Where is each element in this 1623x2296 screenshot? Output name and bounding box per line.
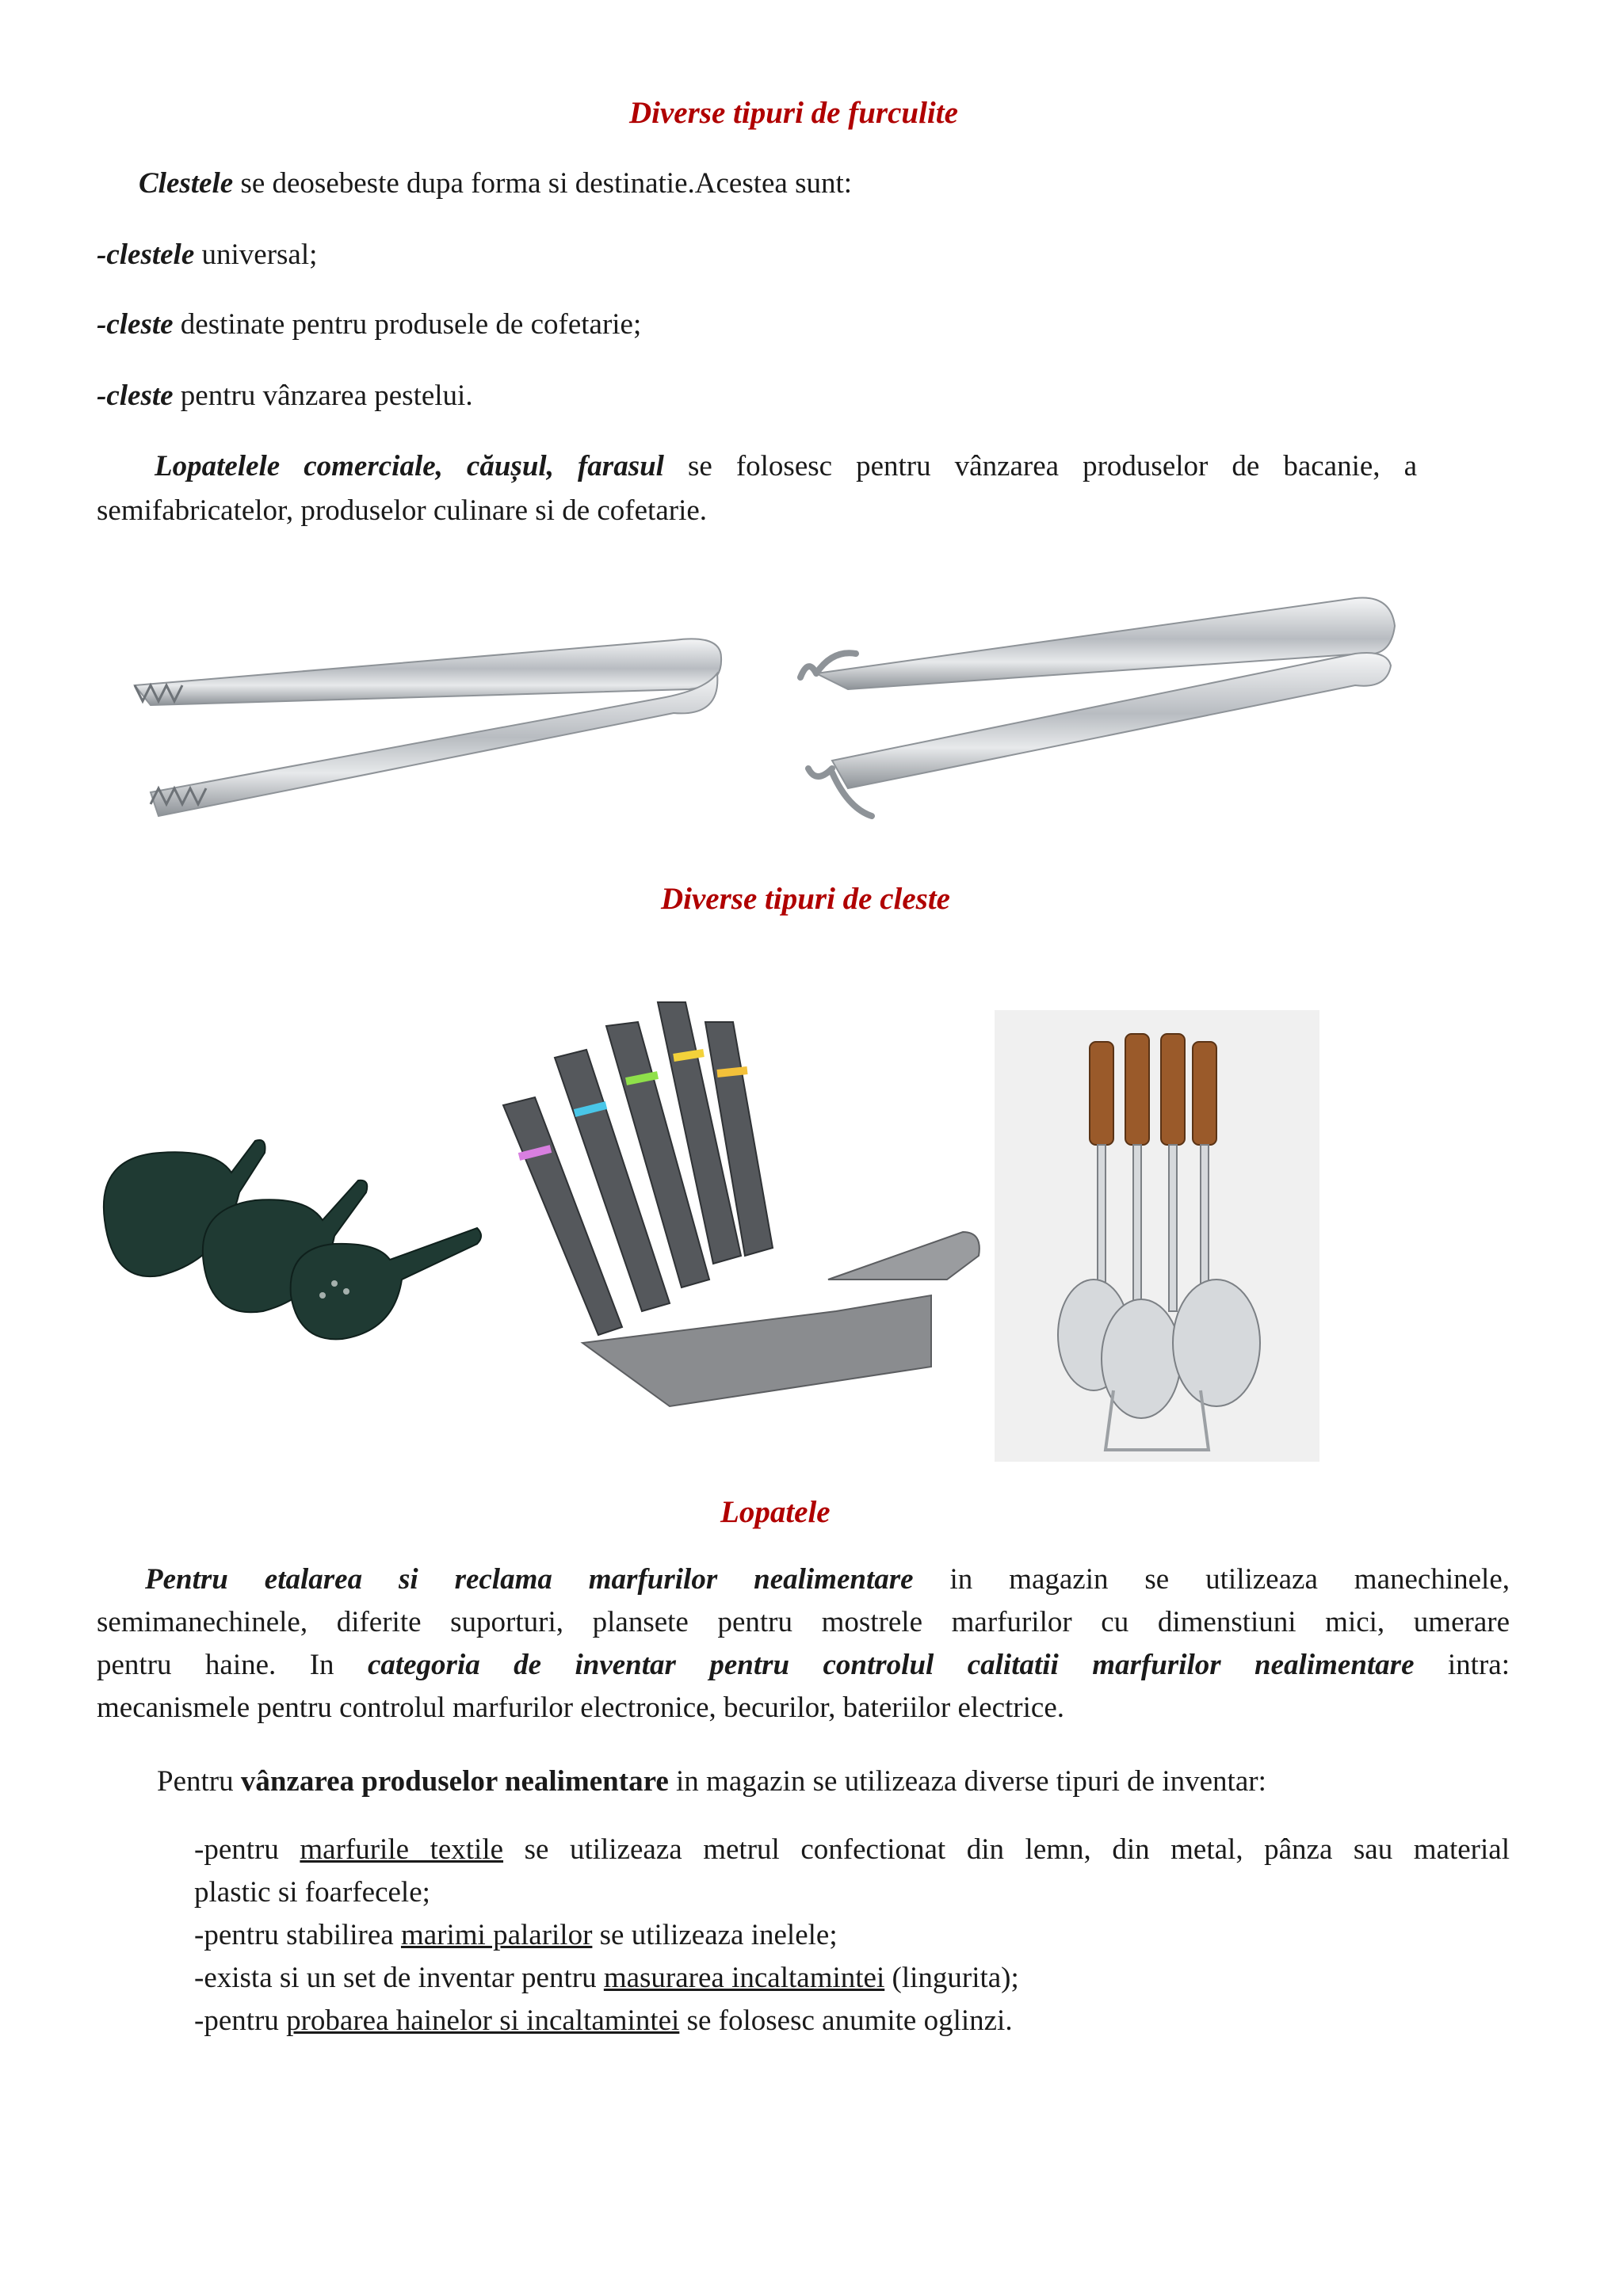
ladle-set-image (995, 1010, 1319, 1462)
tong-item-text: pentru vânzarea pestelui. (173, 379, 473, 412)
sales-text: Pentru (157, 1765, 241, 1798)
shovels-text: se folosesc pentru vânzarea produselor de bacanie, a (663, 450, 1417, 482)
caption-forks: Diverse tipuri de furculite (629, 96, 958, 130)
sales-list-item (194, 2000, 1013, 2042)
tong-item-term: -cleste (97, 308, 174, 341)
list-underlined: marfurile textile (300, 1833, 504, 1866)
sales-list-item (194, 1914, 838, 1957)
intro-rest: se deosebeste dupa forma si destinatie.Acestea sunt: (233, 167, 853, 200)
shovels-term: Lopatelele comerciale, căușul, farasul (155, 450, 664, 482)
list-text: se folosesc anumite oglinzi. (679, 2004, 1013, 2037)
shovels-line-1 (155, 445, 1417, 488)
list-text: -pentru (194, 2004, 287, 2037)
list-text: (lingurita); (884, 1962, 1019, 1994)
intro-lead: Clestele (139, 167, 234, 200)
sales-paragraph (157, 1760, 1266, 1803)
list-text: se utilizeaza inelele; (592, 1919, 838, 1951)
tong-item-term: -clestele (97, 238, 195, 271)
sales-text: in magazin se utilizeaza diverse tipuri de inventar: (668, 1765, 1266, 1798)
serrated-tong-icon (135, 639, 721, 816)
utensil-stand-image (487, 994, 987, 1422)
display-text: intra: (1414, 1649, 1510, 1681)
display-term: Pentru etalarea si reclama marfurilor nealimentare (145, 1563, 914, 1596)
tongs-image (119, 578, 1403, 840)
tong-item-term: -cleste (97, 379, 174, 412)
list-underlined: probarea hainelor si incaltamintei (286, 2004, 680, 2037)
tong-list-item (97, 303, 641, 346)
display-line-1 (145, 1558, 1510, 1601)
caption-tongs: Diverse tipuri de cleste (661, 882, 950, 916)
sales-list-item (194, 1957, 1019, 2000)
list-text: -exista si un set de inventar pentru (194, 1962, 604, 1994)
tong-list-item (97, 375, 473, 418)
sales-term: vânzarea produselor nealimentare (240, 1765, 669, 1798)
list-underlined: masurarea incaltamintei (603, 1962, 885, 1994)
display-term: categoria de inventar pentru controlul calitatii marfurilor nealimentare (367, 1649, 1415, 1681)
display-line-2: semimanechinele, diferite suporturi, plansete pentru mostrele marfurilor cu dimenstiuni mici, umerare (97, 1606, 1510, 1638)
tong-list-item (97, 234, 317, 277)
scoop-icon (104, 1140, 481, 1339)
shovels-line-2: semifabricatelor, produselor culinare si de cofetarie. (97, 494, 708, 527)
display-line-3 (97, 1644, 1510, 1687)
intro-paragraph (139, 162, 852, 205)
spatula-icon (503, 1002, 773, 1335)
caption-scoops: Lopatele (720, 1495, 831, 1529)
sales-list-item (194, 1829, 1510, 1871)
display-text: pentru haine. In (97, 1649, 368, 1681)
display-text: in magazin se utilizeaza manechinele, (913, 1563, 1510, 1596)
list-text: se utilizeaza metrul confectionat din lemn, din metal, pânza sau material (503, 1833, 1510, 1866)
tong-item-text: destinate pentru produsele de cofetarie; (173, 308, 642, 341)
tong-item-text: universal; (194, 238, 318, 271)
list-text: -pentru stabilirea (194, 1919, 401, 1951)
display-line-4: mecanismele pentru controlul marfurilor electronice, becurilor, bateriilor electrice. (97, 1691, 1064, 1724)
sales-list-item-cont: plastic si foarfecele; (194, 1876, 430, 1909)
list-text: -pentru (194, 1833, 300, 1866)
fork-tong-icon (800, 597, 1395, 816)
list-underlined: marimi palarilor (400, 1919, 593, 1951)
scoops-image (97, 1125, 485, 1347)
